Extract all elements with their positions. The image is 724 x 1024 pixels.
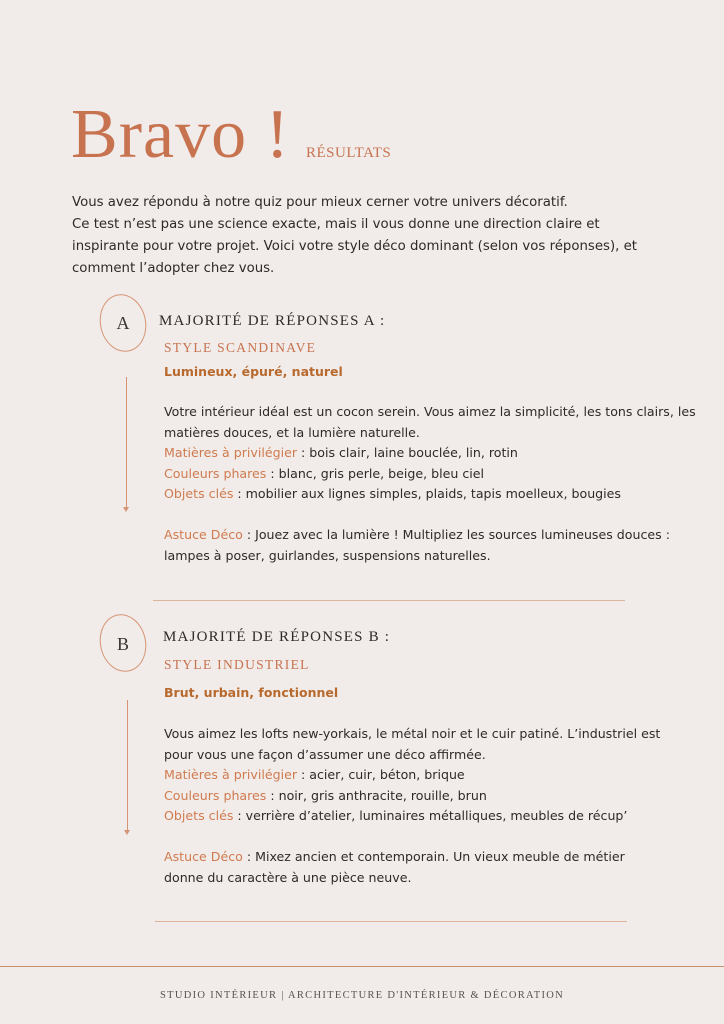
intro-line: comment l’adopter chez vous. [72, 261, 275, 276]
matieres-label: Matières à privilégier [164, 445, 297, 460]
couleurs-line [164, 464, 704, 485]
objets-value: : verrière d’atelier, luminaires métalliques, meubles de récup’ [233, 808, 628, 823]
couleurs-label: Couleurs phares [164, 787, 267, 803]
section-body [164, 724, 704, 888]
intro-line: Ce test n’est pas une science exacte, mais il vous donne une direction claire et [72, 217, 600, 232]
section-tagline: Brut, urbain, fonctionnel [164, 685, 339, 700]
astuce-line: lampes à poser, guirlandes, suspensions naturelles. [164, 547, 491, 563]
couleurs-label: Couleurs phares [164, 465, 267, 481]
matieres-value: : acier, cuir, béton, brique [297, 767, 465, 782]
arrow-down-icon [123, 507, 129, 512]
section-heading: MAJORITÉ DE RÉPONSES B : [163, 629, 391, 645]
arrow-down-icon [124, 830, 130, 835]
astuce-label: Astuce Déco [164, 849, 243, 864]
matieres-value: : bois clair, laine bouclée, lin, rotin [297, 445, 518, 460]
section-letter: A [116, 313, 130, 333]
astuce-value: : Jouez avec la lumière ! Multipliez les sources lumineuses douces : [242, 527, 670, 542]
astuce-line [164, 847, 704, 868]
intro-line: inspirante pour votre projet. Voici votre style déco dominant (selon vos réponses), et [72, 239, 638, 254]
section-letter: B [116, 634, 129, 654]
astuce-line: donne du caractère à une pièce neuve. [164, 869, 412, 885]
section-style: STYLE SCANDINAVE [164, 340, 317, 355]
astuce-label: Astuce Déco [164, 527, 243, 542]
section-style: STYLE INDUSTRIEL [164, 657, 310, 672]
page-title: Bravo ! [71, 96, 290, 173]
astuce-line [164, 525, 704, 546]
matieres-line [164, 443, 704, 464]
objets-label: Objets clés [164, 808, 234, 823]
footer-text: STUDIO INTÉRIEUR | ARCHITECTURE D'INTÉRIEUR & DÉCORATION [159, 990, 565, 1001]
footer-rule [0, 966, 724, 967]
description-line: Votre intérieur idéal est un cocon serein. Vous aimez la simplicité, les tons clairs, les [164, 404, 696, 419]
intro-line: Vous avez répondu à notre quiz pour mieux cerner votre univers décoratif. [72, 195, 568, 210]
objets-value: : mobilier aux lignes simples, plaids, tapis moelleux, bougies [233, 486, 621, 501]
section-divider [153, 600, 625, 601]
description-line: pour vous une façon d’assumer une déco affirmée. [164, 746, 486, 762]
objets-label: Objets clés [164, 486, 234, 501]
section-divider [155, 921, 627, 922]
description-line: matières douces, et la lumière naturelle. [164, 424, 420, 440]
page-subtitle: RÉSULTATS [306, 145, 392, 161]
section-tagline: Lumineux, épuré, naturel [164, 364, 343, 379]
couleurs-value: : blanc, gris perle, beige, bleu ciel [266, 465, 485, 481]
description-line: Vous aimez les lofts new-yorkais, le métal noir et le cuir patiné. L’industriel est [164, 726, 661, 741]
section-heading: MAJORITÉ DE RÉPONSES A : [159, 313, 386, 329]
arrow-line [127, 700, 128, 831]
matieres-label: Matières à privilégier [164, 767, 297, 782]
section-body [164, 402, 704, 566]
astuce-value: : Mixez ancien et contemporain. Un vieux meuble de métier [242, 849, 625, 864]
objets-line [164, 806, 704, 827]
arrow-line [126, 377, 127, 508]
objets-line [164, 484, 704, 505]
couleurs-line [164, 786, 704, 807]
matieres-line [164, 765, 704, 786]
intro-paragraph [72, 192, 672, 280]
couleurs-value: : noir, gris anthracite, rouille, brun [266, 787, 487, 803]
